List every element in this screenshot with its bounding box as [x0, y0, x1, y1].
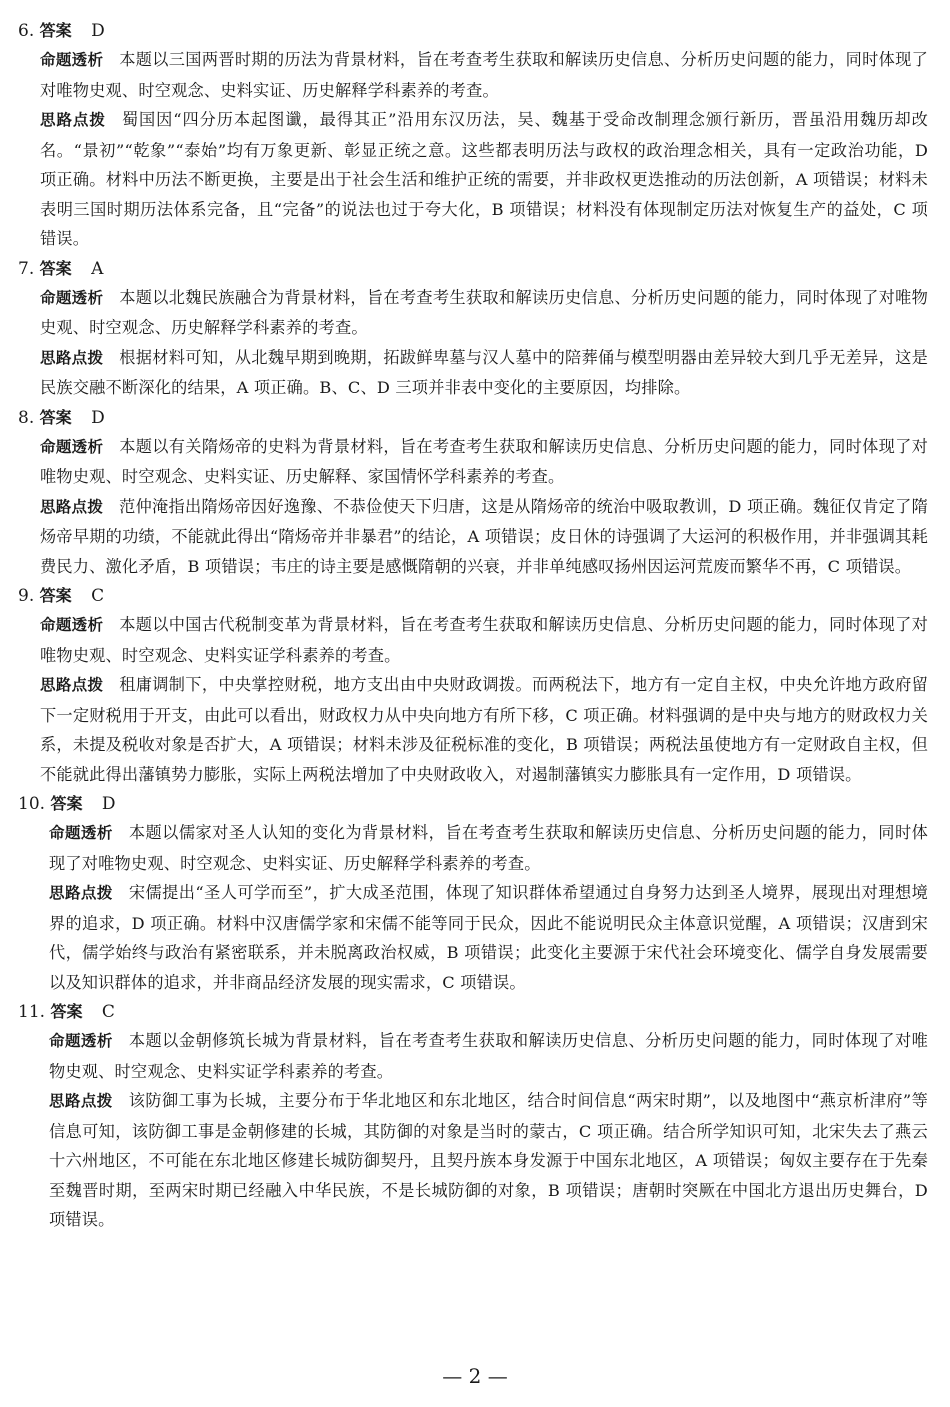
answer-value: C	[91, 586, 105, 606]
analysis-text: 本题以金朝修筑长城为背景材料，旨在考查考生获取和解读历史信息、分析历史问题的能力，同时体现了对唯物史观、时空观念、史料实证学科素养的考查。	[49, 1031, 928, 1081]
hint-label: 思路点拨	[49, 1092, 113, 1110]
question-10	[18, 789, 928, 997]
hint-label: 思路点拨	[40, 111, 106, 129]
answer-value: D	[91, 21, 105, 41]
question-11	[18, 997, 928, 1235]
hint-label: 思路点拨	[40, 676, 104, 694]
analysis-label: 命题透析	[40, 51, 104, 69]
hint-paragraph	[40, 492, 928, 582]
analysis-paragraph	[40, 283, 928, 343]
hint-text: 宋儒提出“圣人可学而至”，扩大成圣范围，体现了知识群体希望通过自身努力达到圣人境界，展现出对理想境界的追求，D 项正确。材料中汉唐儒学家和宋儒不能等同于民众，因此不能说明民众主体意识觉醒，A 项错误；汉唐到宋代，儒学始终与政治有紧密联系，并未脱离政治权威，B 项错误；此变化主要源于宋代社会环境变化、儒学自身发展需要以及知识群体的追求，并非商品经济发展的现实需求，C 项错误。	[49, 883, 928, 992]
question-header	[18, 997, 928, 1026]
answer-value: C	[101, 1002, 115, 1022]
question-number: 10.	[18, 794, 46, 814]
question-header	[18, 581, 928, 610]
answer-value: D	[91, 407, 105, 428]
hint-paragraph	[49, 878, 928, 997]
hint-text: 蜀国因“四分历本起图谶，最得其正”沿用东汉历法，吴、魏基于受命改制理念颁行新历，晋虽沿用魏历却改名。“景初”“乾象”“泰始”均有万象更新、彰显正统之意。这些都表明历法与政权的政治理念相关，具有一定政治功能，D 项正确。材料中历法不断更换，主要是出于社会生活和维护正统的需要，并非政权更迭推动的历法创新，A 项错误；材料未表明三国时期历法体系完备，且“完备”的说法也过于夸大化，B 项错误；材料没有体现制定历法对恢复生产的益处，C 项错误。	[40, 110, 928, 248]
question-number: 6.	[18, 21, 35, 41]
analysis-label: 命题透析	[40, 616, 104, 634]
hint-paragraph	[40, 670, 928, 789]
analysis-label: 命题透析	[49, 1032, 113, 1050]
question-header	[18, 403, 928, 432]
question-header	[18, 16, 928, 45]
analysis-label: 命题透析	[40, 437, 104, 456]
hint-text: 租庸调制下，中央掌控财税，地方支出由中央财政调拨。而两税法下，地方有一定自主权，中央允许地方政府留下一定财税用于开支，由此可以看出，财政权力从中央向地方有所下移，C 项正确。材料强调的是中央与地方的财政权力关系，未提及税收对象是否扩大，A 项错误；材料未涉及征税标准的变化，B 项错误；两税法虽使地方有一定财政自主权，但不能就此得出藩镇势力膨胀，实际上两税法增加了中央财政收入，对遏制藩镇实力膨胀具有一定作用，D 项错误。	[40, 675, 928, 784]
answer-label: 答案	[50, 1002, 83, 1021]
analysis-label: 命题透析	[40, 288, 104, 307]
question-8	[18, 403, 928, 582]
question-number: 11.	[18, 1002, 46, 1022]
hint-text: 根据材料可知，从北魏早期到晚期，拓跋鲜卑墓与汉人墓中的陪葬俑与模型明器由差异较大到几乎无差异，这是民族交融不断深化的结果，A 项正确。B、C、D 三项并非表中变化的主要原因，均排除。	[40, 347, 928, 397]
analysis-paragraph	[49, 818, 928, 878]
page-number: — 2 —	[442, 1364, 508, 1388]
question-7	[18, 254, 928, 403]
question-9	[18, 581, 928, 789]
answer-label: 答案	[50, 794, 83, 813]
hint-label: 思路点拨	[40, 348, 104, 367]
hint-text: 该防御工事为长城，主要分布于华北地区和东北地区，结合时间信息“两宋时期”，以及地图中“燕京析津府”等信息可知，该防御工事是金朝修建的长城，其防御的对象是当时的蒙古，C 项正确。结合所学知识可知，北宋失去了燕云十六州地区，不可能在东北地区修建长城防御契丹，且契丹族本身发源于中国东北地区，A 项错误；匈奴主要存在于先秦至魏晋时期，至两宋时期已经融入中华民族，不是长城防御的对象，B 项错误；唐朝时突厥在中国北方退出历史舞台，D 项错误。	[49, 1091, 928, 1229]
answer-value: D	[101, 794, 116, 814]
question-number: 9.	[18, 586, 35, 606]
hint-label: 思路点拨	[49, 884, 113, 902]
answer-label: 答案	[39, 258, 72, 278]
analysis-paragraph	[40, 432, 928, 492]
answer-label: 答案	[39, 407, 72, 427]
analysis-paragraph	[49, 1026, 928, 1086]
analysis-text: 本题以中国古代税制变革为背景材料，旨在考查考生获取和解读历史信息、分析历史问题的能力，同时体现了对唯物史观、时空观念、史料实证学科素养的考查。	[40, 615, 928, 665]
hint-text: 范仲淹指出隋炀帝因好逸豫、不恭俭使天下归唐，这是从隋炀帝的统治中吸取教训，D 项正确。魏征仅肯定了隋炀帝早期的功绩，不能就此得出“隋炀帝并非暴君”的结论，A 项错误；皮日休的诗强调了大运河的积极作用，并非强调其耗费民力、激化矛盾，B 项错误；韦庄的诗主要是感慨隋朝的兴衰，并非单纯感叹扬州因运河荒废而繁华不再，C 项错误。	[40, 496, 928, 576]
analysis-paragraph	[40, 610, 928, 670]
analysis-label: 命题透析	[49, 824, 113, 842]
analysis-text: 本题以北魏民族融合为背景材料，旨在考查考生获取和解读历史信息、分析历史问题的能力，同时体现了对唯物史观、时空观念、历史解释学科素养的考查。	[40, 287, 928, 337]
question-number: 8.	[18, 407, 35, 428]
question-header	[18, 789, 928, 818]
answer-value: A	[91, 258, 104, 279]
answer-label: 答案	[39, 21, 72, 40]
hint-paragraph	[49, 1086, 928, 1235]
analysis-text: 本题以有关隋炀帝的史料为背景材料，旨在考查考生获取和解读历史信息、分析历史问题的能力，同时体现了对唯物史观、时空观念、史料实证、历史解释、家国情怀学科素养的考查。	[40, 436, 928, 486]
analysis-text: 本题以三国两晋时期的历法为背景材料，旨在考查考生获取和解读历史信息、分析历史问题的能力，同时体现了对唯物史观、时空观念、史料实证、历史解释学科素养的考查。	[40, 50, 928, 100]
hint-label: 思路点拨	[40, 497, 104, 516]
hint-paragraph	[40, 105, 928, 254]
answer-label: 答案	[39, 586, 72, 605]
hint-paragraph	[40, 343, 928, 403]
question-6	[18, 16, 928, 254]
analysis-text: 本题以儒家对圣人认知的变化为背景材料，旨在考查考生获取和解读历史信息、分析历史问题的能力，同时体现了对唯物史观、时空观念、史料实证、历史解释学科素养的考查。	[49, 823, 928, 873]
question-header	[18, 254, 928, 283]
question-number: 7.	[18, 258, 35, 279]
analysis-paragraph	[40, 45, 928, 105]
